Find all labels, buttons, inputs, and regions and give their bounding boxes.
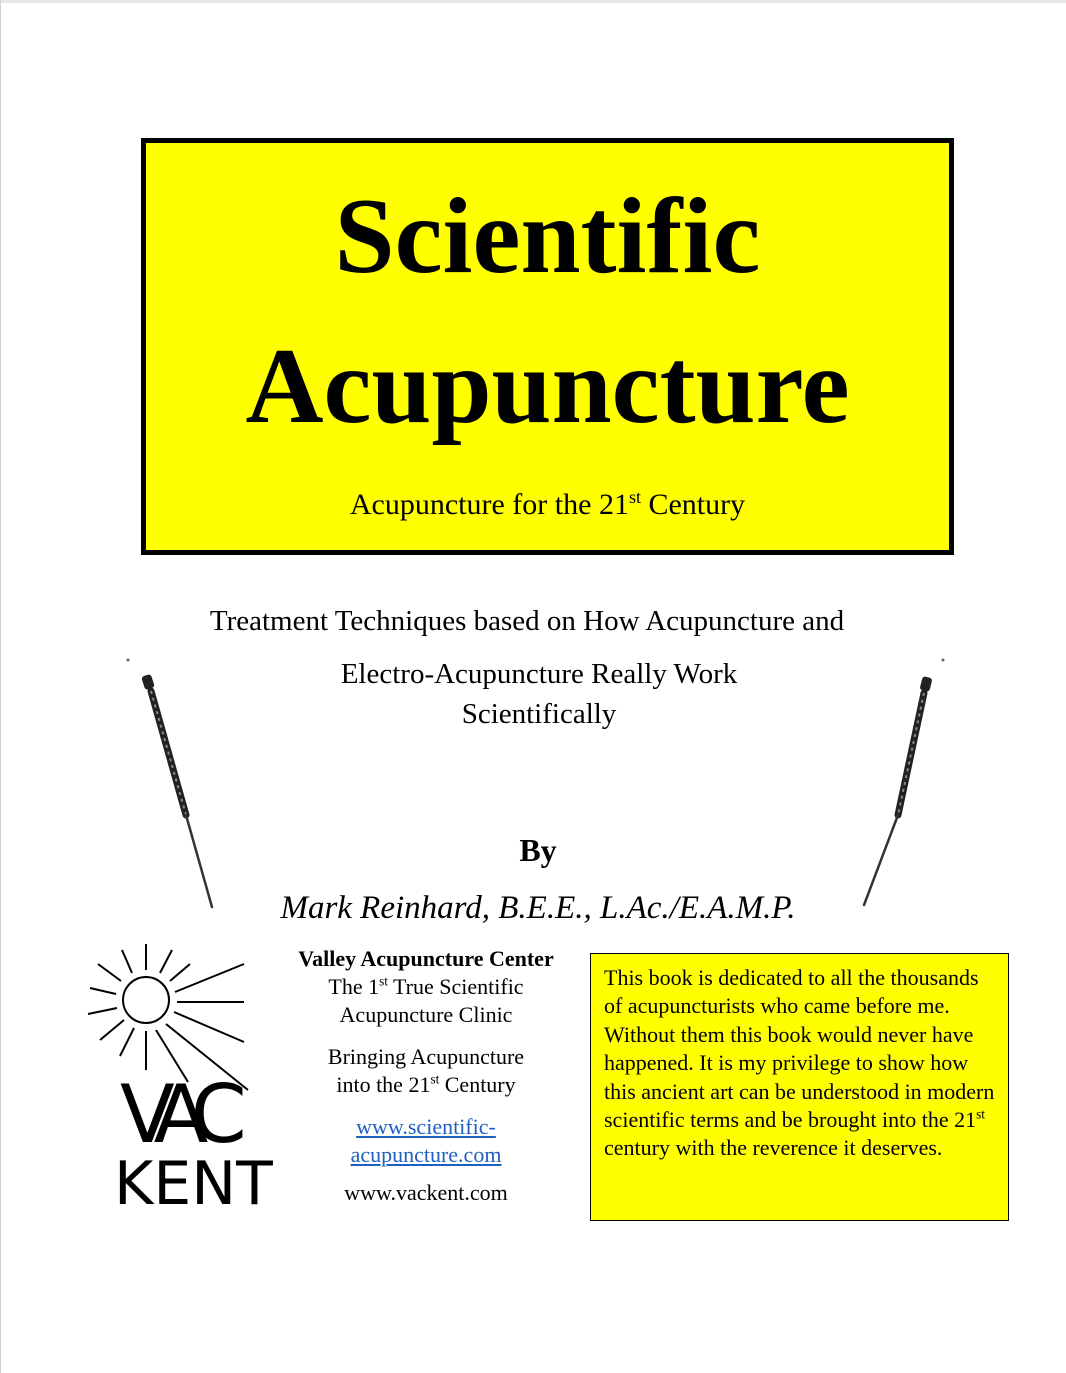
logo-text-top: VAC (120, 1068, 231, 1161)
tagline-line-2: Electro-Acupuncture Really Work (340, 658, 738, 690)
tagline-line-3: Scientifically (461, 698, 617, 730)
clinic-spacer (276, 1169, 576, 1179)
title-line-2: Acupuncture (245, 327, 850, 446)
title-subtitle (146, 488, 949, 522)
logo-text-bottom: KENT (114, 1149, 273, 1212)
clinic-line-4 (276, 1071, 576, 1099)
subtitle-text: Acupuncture for the 21 (349, 488, 629, 521)
right-needle-icon (850, 655, 960, 920)
clinic-line-4-ordinal: st (430, 1071, 440, 1087)
title-box (141, 138, 954, 555)
clinic-spacer (276, 1029, 576, 1043)
link-line-1: www.scientific- (356, 1114, 496, 1139)
dedication-text-end: century with the reverence it deserves. (604, 1135, 943, 1161)
vackent-website: www.vackent.com (344, 1180, 508, 1205)
page-left-edge (0, 0, 1, 1373)
clinic-line-1-ordinal: st (379, 973, 388, 989)
dedication-ordinal: st (976, 1106, 985, 1122)
clinic-spacer (276, 1099, 576, 1113)
clinic-line-3: Bringing Acupuncture (327, 1044, 525, 1069)
dedication-text: This book is dedicated to all the thousands of acupuncturists who came before me. Without them this book would never have happened. It is my privilege to show how this ancient art can be understood in modern scientific terms and be brought into the 21 (604, 965, 995, 1133)
clinic-line-2: Acupuncture Clinic (339, 1002, 513, 1027)
by-label: By (519, 832, 557, 868)
clinic-info (276, 945, 576, 1207)
dedication-box (590, 953, 1009, 1221)
page-top-edge (0, 0, 1066, 3)
title-line-1: Scientific (334, 177, 761, 296)
link-line-2: acupuncture.com (350, 1142, 502, 1167)
subtitle-ordinal: st (628, 487, 641, 507)
author-name: Mark Reinhard, B.E.E., L.Ac./E.A.M.P. (280, 890, 796, 926)
subtitle-text-end: Century (640, 488, 746, 521)
clinic-line-1-text: The 1 (328, 974, 380, 999)
clinic-line-4-text: into the 21 (336, 1072, 431, 1097)
clinic-name: Valley Acupuncture Center (298, 946, 554, 971)
scientific-acupuncture-link[interactable] (351, 1114, 502, 1167)
clinic-line-4-text-end: Century (439, 1072, 516, 1097)
vac-kent-logo (84, 942, 274, 1212)
left-needle-icon (120, 655, 230, 920)
clinic-line-1-text-end: True Scientific (387, 974, 524, 999)
tagline-line-1: Treatment Techniques based on How Acupuncture and (209, 605, 845, 637)
clinic-line-1 (276, 973, 576, 1001)
